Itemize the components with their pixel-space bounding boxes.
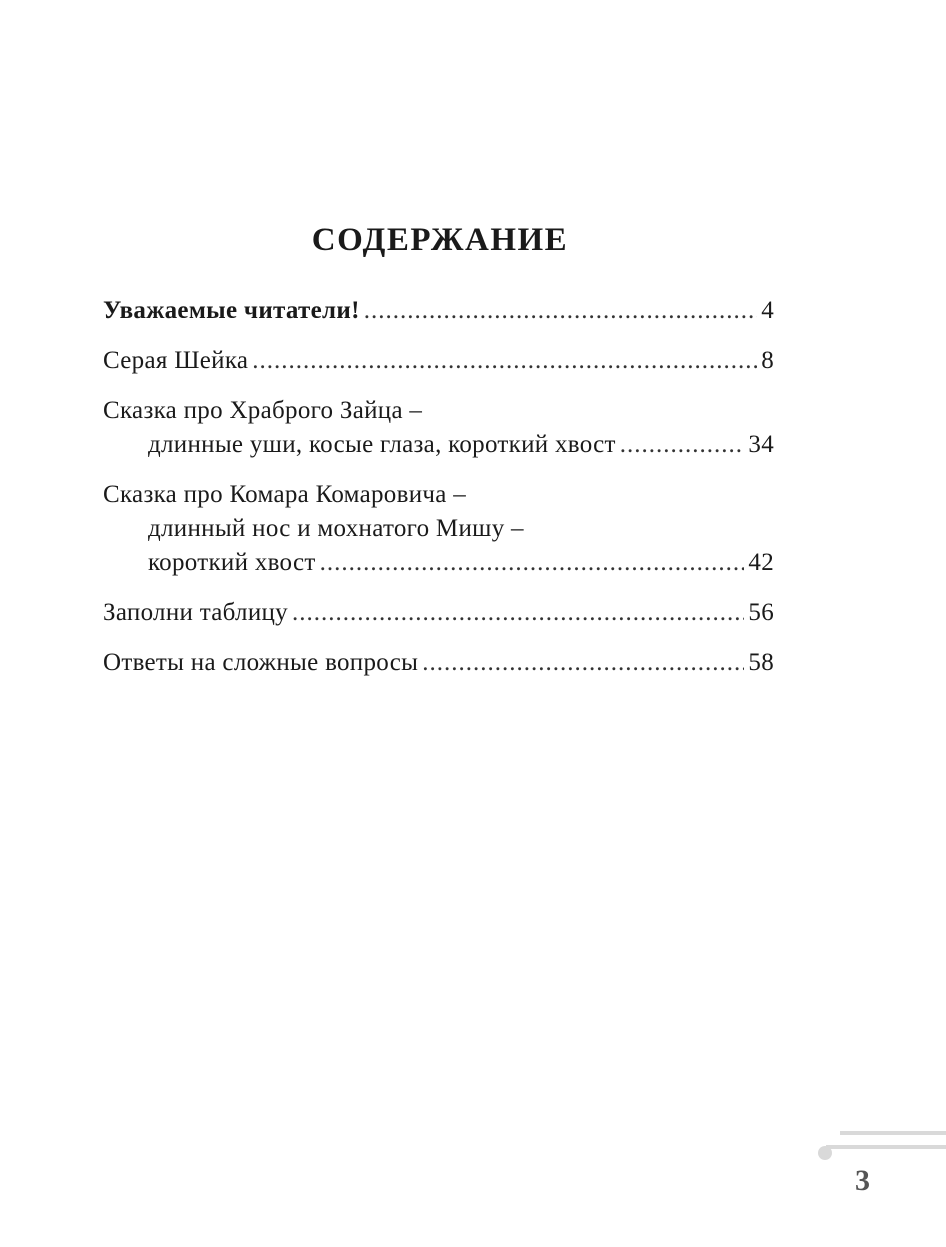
toc-entry-last-line <box>103 344 774 378</box>
toc-page-number: 4 <box>761 297 774 324</box>
toc-entry <box>103 394 774 462</box>
toc-entry-title: Сказка про Комара Комаровича – <box>103 481 467 508</box>
toc-entry-line <box>103 512 774 546</box>
toc-entry-last-line <box>103 596 774 630</box>
toc-entry-last-line <box>103 646 774 680</box>
toc-entry-last-line <box>103 428 774 462</box>
decorative-line <box>826 1145 946 1149</box>
leader-dots <box>252 344 757 378</box>
leader-dots <box>292 596 744 630</box>
leader-dots <box>422 646 744 680</box>
toc-page-number: 56 <box>748 599 774 626</box>
leader-dots <box>620 428 745 462</box>
toc-entry <box>103 596 774 630</box>
leader-dots <box>364 294 757 328</box>
table-of-contents <box>103 294 774 696</box>
toc-entry-title: Серая Шейка <box>103 347 249 374</box>
toc-entry-subtitle: длинные уши, косые глаза, короткий хвост <box>148 431 616 458</box>
toc-entry-title: Ответы на сложные вопросы <box>103 649 419 676</box>
toc-page-number: 8 <box>761 347 774 374</box>
toc-entry-subtitle: длинный нос и мохнатого Мишу – <box>148 515 524 542</box>
toc-entry <box>103 294 774 328</box>
page-number: 3 <box>855 1164 870 1197</box>
toc-entry <box>103 478 774 580</box>
toc-entry-title: Сказка про Храброго Зайца – <box>103 397 423 424</box>
page-title: СОДЕРЖАНИЕ <box>311 222 569 258</box>
toc-page-number: 58 <box>748 649 774 676</box>
toc-entry-line <box>103 478 774 512</box>
toc-entry-subtitle: короткий хвост <box>148 549 316 576</box>
decorative-line <box>840 1131 946 1135</box>
toc-entry <box>103 344 774 378</box>
decorative-dot <box>818 1146 832 1160</box>
toc-entry-title: Заполни таблицу <box>103 599 288 626</box>
toc-entry-title: Уважаемые читатели! <box>103 297 360 324</box>
toc-page-number: 42 <box>748 549 774 576</box>
toc-entry-last-line <box>103 294 774 328</box>
toc-entry-last-line <box>103 546 774 580</box>
toc-page-number: 34 <box>748 431 774 458</box>
leader-dots <box>320 546 745 580</box>
toc-entry-line <box>103 394 774 428</box>
toc-entry <box>103 646 774 680</box>
